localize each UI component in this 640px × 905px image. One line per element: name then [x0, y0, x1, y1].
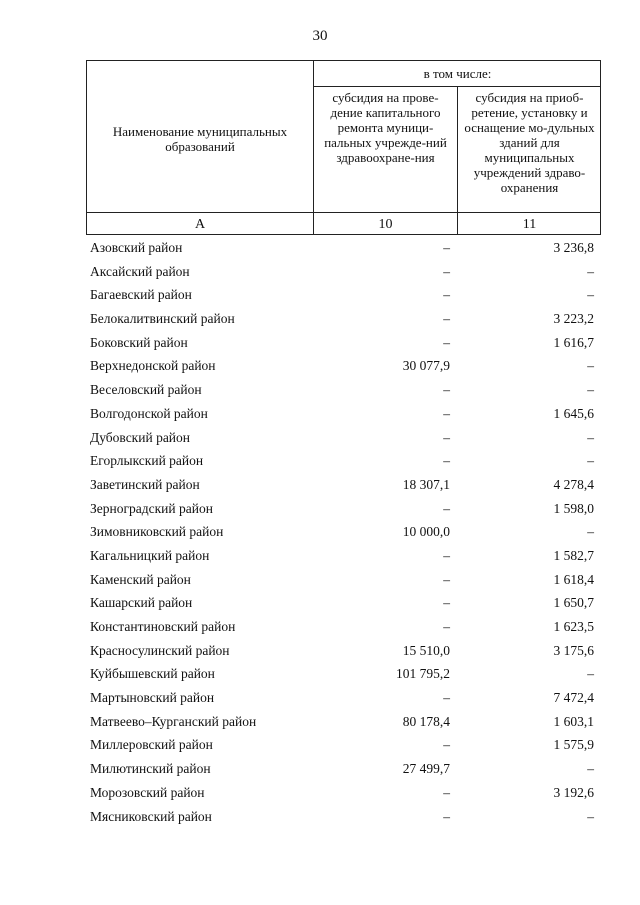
row-municipality-name: Зимовниковский район: [90, 524, 224, 540]
row-value-col11: 3 192,6: [553, 784, 594, 800]
row-municipality-name: Матвеево–Курганский район: [90, 713, 257, 729]
row-value-col10: 27 499,7: [402, 761, 450, 777]
row-value-col10: –: [443, 311, 450, 327]
table-row: [90, 378, 600, 402]
row-value-col11: 1 623,5: [553, 619, 594, 634]
row-value-col10: –: [443, 500, 450, 516]
row-value-col10: –: [443, 547, 450, 563]
table-row: [90, 473, 600, 497]
table-row: [90, 449, 600, 473]
row-municipality-name: Азовский район: [90, 240, 183, 255]
header-code-11: 11: [522, 216, 537, 232]
table-row: [90, 402, 600, 426]
table-row: [90, 283, 600, 307]
row-value-col10: 101 795,2: [396, 666, 450, 682]
row-value-col10: –: [443, 808, 450, 824]
page-number: 30: [312, 28, 328, 44]
row-value-col10: –: [443, 263, 450, 279]
row-value-col11: 3 223,2: [553, 311, 594, 327]
row-value-col11: 3 175,6: [553, 642, 594, 658]
row-municipality-name: Мартыновский район: [90, 690, 215, 706]
row-municipality-name: Боковский район: [90, 334, 188, 350]
row-municipality-name: Волгодонской район: [90, 405, 208, 421]
header-col10-title: субсидия на прове-дение капитального ремонта муници-пальных учрежде-ний здравоохране-ния: [324, 90, 447, 165]
row-value-col11: –: [587, 761, 594, 777]
row-municipality-name: Верхнедонской район: [90, 358, 216, 374]
row-value-col11: –: [587, 666, 594, 682]
row-value-col11: –: [587, 358, 594, 374]
row-value-col11: 1 616,7: [553, 334, 594, 350]
row-value-col10: –: [443, 382, 450, 398]
row-value-col10: –: [443, 405, 450, 421]
row-municipality-name: Зерноградский район: [90, 500, 213, 516]
header-divider-main: [313, 61, 314, 235]
table-row: [90, 639, 600, 663]
row-value-col10: –: [443, 240, 450, 255]
table-row: [90, 591, 600, 615]
row-value-col10: –: [443, 334, 450, 350]
row-municipality-name: Аксайский район: [90, 263, 190, 279]
table-row: [90, 733, 600, 757]
row-value-col11: –: [587, 429, 594, 445]
row-municipality-name: Кагальницкий район: [90, 547, 210, 563]
row-value-col10: –: [443, 429, 450, 445]
row-value-col10: –: [443, 287, 450, 303]
row-municipality-name: Красносулинский район: [90, 642, 230, 658]
table-row: [90, 497, 600, 521]
table-row: [90, 520, 600, 544]
table-row: [90, 781, 600, 805]
row-value-col11: 1 650,7: [553, 595, 594, 611]
row-municipality-name: Миллеровский район: [90, 737, 213, 753]
table-row: [90, 805, 600, 829]
table-row: [90, 260, 600, 284]
row-value-col10: –: [443, 619, 450, 634]
row-value-col10: –: [443, 571, 450, 587]
row-value-col11: –: [587, 808, 594, 824]
row-municipality-name: Милютинский район: [90, 761, 211, 777]
table-row: [90, 757, 600, 781]
row-value-col11: –: [587, 382, 594, 398]
row-value-col11: –: [587, 524, 594, 540]
row-municipality-name: Дубовский район: [90, 429, 191, 445]
row-value-col11: 1 575,9: [553, 737, 594, 753]
row-value-col10: –: [443, 595, 450, 611]
row-value-col10: –: [443, 784, 450, 800]
row-value-col11: 1 582,7: [553, 547, 594, 563]
table-row: [90, 307, 600, 331]
row-value-col11: 4 278,4: [553, 476, 594, 492]
header-name-column: Наименование муниципальных образований: [112, 123, 288, 154]
row-value-col11: 1 603,1: [553, 713, 594, 729]
row-value-col10: –: [443, 453, 450, 469]
row-value-col11: –: [587, 263, 594, 279]
header-code-name: А: [194, 216, 206, 232]
row-municipality-name: Каменский район: [90, 571, 191, 587]
row-municipality-name: Куйбышевский район: [90, 666, 215, 682]
row-municipality-name: Морозовский район: [90, 784, 205, 800]
row-municipality-name: Заветинский район: [90, 476, 200, 492]
row-value-col11: 7 472,4: [553, 690, 594, 706]
table-row: [90, 236, 600, 260]
row-value-col10: –: [443, 737, 450, 753]
table-row: [90, 568, 600, 592]
table-row: [90, 686, 600, 710]
table-row: [90, 615, 600, 639]
row-value-col11: –: [587, 453, 594, 469]
table-row: [90, 354, 600, 378]
table-row: [90, 544, 600, 568]
row-municipality-name: Веселовский район: [90, 382, 202, 398]
row-value-col10: 80 178,4: [402, 713, 450, 729]
row-municipality-name: Кашарский район: [90, 595, 193, 611]
row-value-col10: –: [443, 690, 450, 706]
row-municipality-name: Егорлыкский район: [90, 453, 204, 469]
row-value-col10: 18 307,1: [402, 476, 450, 492]
header-col11-title: субсидия на приоб-ретение, установку и оснащение мо-дульных зданий для муниципальных учреждений здраво-охранения: [464, 90, 595, 195]
row-value-col10: 10 000,0: [402, 524, 450, 540]
row-value-col11: 1 598,0: [553, 500, 594, 516]
row-municipality-name: Багаевский район: [90, 287, 192, 303]
table-row: [90, 710, 600, 734]
row-value-col11: 1 645,6: [553, 405, 594, 421]
header-group-label: в том числе:: [423, 66, 492, 81]
row-value-col10: 30 077,9: [402, 358, 450, 374]
table-row: [90, 662, 600, 686]
row-municipality-name: Мясниковский район: [90, 808, 212, 824]
table-body: [90, 236, 600, 828]
table-header: [86, 60, 601, 235]
row-value-col11: 3 236,8: [553, 240, 594, 255]
row-value-col11: –: [587, 287, 594, 303]
row-municipality-name: Константиновский район: [90, 619, 236, 634]
table-row: [90, 331, 600, 355]
row-value-col10: 15 510,0: [402, 642, 450, 658]
header-code-10: 10: [378, 216, 393, 232]
row-value-col11: 1 618,4: [553, 571, 594, 587]
row-municipality-name: Белокалитвинский район: [90, 311, 235, 327]
table-row: [90, 426, 600, 450]
